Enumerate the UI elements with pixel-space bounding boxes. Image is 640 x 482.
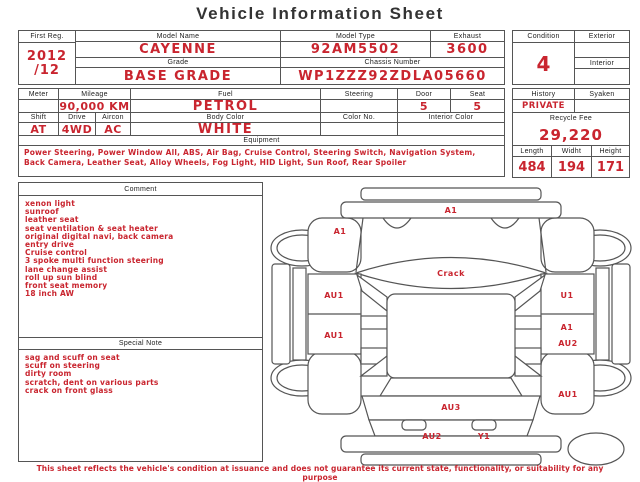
condition-table [512,30,630,85]
spec-table [18,88,505,177]
history-value: PRIVATE [513,100,575,113]
fuel-value: PETROL [131,100,321,113]
car-diagram-svg [266,186,636,468]
comment-line: 18 inch AW [25,289,75,299]
tailgate-lower [369,420,533,436]
front-bumper-lip [361,188,541,200]
door-label: Door [398,89,451,100]
exhaust-label: Exhaust [431,31,504,42]
length-label: Length [513,146,552,157]
damage-label-tailgate: AU3 [441,403,461,412]
rear-glass [380,378,522,396]
height-value: 171 [596,159,625,175]
aircon-label: Aircon [96,113,131,123]
identity-table [18,30,505,85]
model-type-value: 92AM5502 [281,42,431,58]
special-note-line: scratch, dent on various parts [25,377,159,387]
damage-label-rear-bumper-right: Y1 [477,432,491,441]
rear-left-quarter [308,352,361,414]
roof [387,294,515,378]
condition-label: Condition [513,31,575,43]
color-no-value [321,123,398,136]
model-type-label: Model Type [281,31,431,42]
left-side-strip [272,264,290,364]
condition-value: 4 [513,43,575,84]
steering-value [321,100,398,113]
chassis-number-value: WP1ZZZ92ZDLA05660 [298,68,487,84]
comment-line: Cruise control [25,248,88,258]
width-value: 194 [552,157,592,177]
first-reg-year: 2012 [26,48,68,64]
grade-value: BASE GRADE [76,68,281,84]
special-note-line: dirty room [25,369,72,379]
color-no-label: Color No. [321,113,398,123]
left-b-pillar [361,316,387,329]
seat-value: 5 [451,100,504,113]
length-value: 484 [513,157,552,177]
interior-color-value [398,123,504,136]
exhaust-value: 3600 [431,42,504,58]
body-color-value: WHITE [131,123,321,136]
comment-line: leather seat [25,215,79,225]
body-color-label: Body Color [131,113,321,123]
special-note-line: sag and scuff on seat [25,353,120,362]
damage-label-left-front-door: AU1 [324,291,344,300]
exterior-value [575,43,629,58]
interior-color-label: Interior Color [398,113,504,123]
comment-line: 3 spoke multi function steering [25,256,164,266]
comment-line: seat ventilation & seat heater [25,223,158,233]
car-damage-diagram [266,186,636,468]
right-sill [596,268,609,360]
comment-header: Comment [19,183,262,196]
left-sill [293,268,306,360]
exterior-label: Exterior [575,31,629,43]
first-reg-month: /12 [34,62,60,78]
comment-line: xenon light [25,199,76,208]
model-name-value: CAYENNE [76,42,281,58]
history-label: History [513,89,575,100]
drive-value: 4WD [59,123,96,136]
recycle-fee-value: 29,220 [513,124,629,146]
special-note-header: Special Note [19,337,262,350]
chassis-number-label: Chassis Number [281,58,504,68]
tailgate-notch-right [472,420,496,430]
fuel-label: Fuel [131,89,321,100]
interior-value [575,69,629,84]
damage-label-front-bumper: A1 [444,206,458,215]
recycle-fee-label: Recycle Fee [549,115,593,122]
rear-bumper [341,436,561,452]
damage-label-rear-bumper: AU2 [422,432,442,441]
special-note-line: crack on front glass [25,385,113,395]
hood-wheel-arches [383,218,519,228]
equipment-value: Power Steering, Power Window All, ABS, Air Bag, Cruise Control, Steering Switch, Navigation System, Back Camera, Leather Seat, Alloy Wheels, Fog Light, HID Light, Sun Roof, Rear Spoiler [24,148,476,167]
right-side-strip [612,264,630,364]
shift-label: Shift [19,113,59,123]
special-note-line: scuff on steering [25,361,101,371]
comment-line: front seat memory [25,281,108,291]
height-label: Height [592,146,629,157]
comment-line: lane change assist [25,264,108,274]
door-value: 5 [398,100,451,113]
damage-label-right-front-door: U1 [560,291,574,300]
damage-label-right-rear-fender: AU1 [558,390,578,399]
syaken-label: Syaken [575,89,629,100]
comment-panel [18,182,263,462]
spare-tire [568,433,624,465]
model-name-label: Model Name [76,31,281,42]
comment-line: roll up sun blind [25,272,98,282]
interior-label: Interior [575,58,629,69]
front-right-fender [541,218,594,272]
mileage-value: 90,000 KM [59,100,130,113]
page-title: Vehicle Information Sheet [196,4,444,23]
drive-label: Drive [59,113,96,123]
shift-value: AT [19,123,59,136]
meter-value [19,100,59,113]
seat-label: Seat [451,89,504,100]
damage-label-left-rear-door: AU1 [324,331,344,340]
disclaimer-text: This sheet reflects the vehicle's condition at issuance and does not guarantee its current state, functionality, or suitability for any purpose [36,464,604,482]
equipment-label: Equipment [19,136,504,146]
damage-label-front-left-fender: A1 [333,227,347,236]
history-table [512,88,630,178]
syaken-value [575,100,629,113]
comment-line: entry drive [25,240,75,250]
special-note-lines [25,354,257,395]
first-reg-label: First Reg. [19,31,76,43]
tailgate-notch-left [402,420,426,430]
mileage-label: Mileage [59,89,131,100]
comment-lines [25,200,257,298]
comment-line: original digital navi, back camera [25,231,174,241]
right-b-pillar [515,316,541,329]
aircon-value: AC [96,123,131,136]
comment-line: sunroof [25,207,59,217]
first-reg-value [19,43,76,84]
damage-label-windshield: Crack [437,269,465,278]
grade-label: Grade [76,58,281,68]
damage-label-right-rear-door-a: A1 [560,323,574,332]
damage-label-right-rear-door-b: AU2 [558,339,578,348]
steering-label: Steering [321,89,398,100]
rear-right-quarter [541,352,594,414]
meter-label: Meter [19,89,59,100]
width-label: Widht [552,146,592,157]
